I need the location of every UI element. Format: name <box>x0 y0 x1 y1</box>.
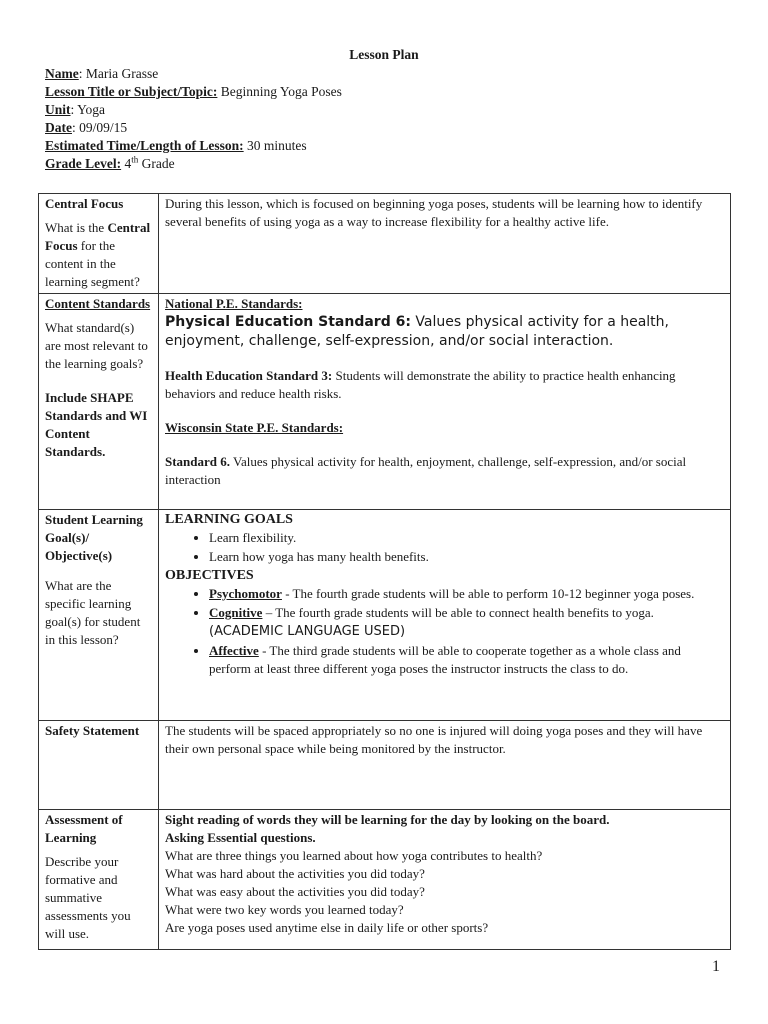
page-title: Lesson Plan <box>349 47 419 62</box>
learning-goals-heading: Student Learning Goal(s)/ Objective(s) <box>45 512 143 563</box>
date-value: : 09/09/15 <box>72 120 128 135</box>
assessment-question: Are yoga poses used anytime else in daily life or other sports? <box>165 920 489 935</box>
topic-label: Lesson Title or Subject/Topic: <box>45 84 218 99</box>
content-standards-row <box>39 294 731 510</box>
name-row <box>45 65 342 83</box>
content-standards-label-cell <box>39 294 159 510</box>
assessment-row <box>39 810 731 950</box>
grade-suffix: th <box>131 154 139 165</box>
content-standards-prompt: What standard(s) are most relevant to the learning goals? <box>45 320 148 371</box>
unit-value: : Yoga <box>70 102 106 117</box>
assessment-question: What was hard about the activities you did today? <box>165 866 425 881</box>
assessment-sight-reading: Sight reading of words they will be learning for the day by looking on the board. <box>165 812 610 827</box>
wi-standard-6: Standard 6. Values physical activity for health, enjoyment, challenge, self-expression, and/or social interaction <box>165 454 687 487</box>
content-standards-include: Include SHAPE Standards and WI Content Standards. <box>45 390 148 459</box>
lesson-plan-table <box>38 193 731 950</box>
time-value: 30 minutes <box>243 138 307 153</box>
safety-heading: Safety Statement <box>45 723 140 738</box>
central-focus-prompt: What is the Central Focus for the content in the learning segment? <box>45 220 151 289</box>
topic-value: Beginning Yoga Poses <box>217 84 342 99</box>
grade-value: Grade <box>138 156 175 171</box>
safety-content-cell <box>159 721 731 810</box>
time-row <box>45 137 342 155</box>
name-value: : Maria Grasse <box>78 66 159 81</box>
content-standards-content-cell <box>159 294 731 510</box>
objective-psychomotor: • Psychomotor - The fourth grade students will be able to perform 10-12 beginner yoga poses. <box>209 585 724 603</box>
learning-goals-content-cell <box>159 510 731 721</box>
objectives-list <box>165 585 724 678</box>
date-label: Date <box>45 120 72 135</box>
content-standards-heading: Content Standards <box>45 296 151 311</box>
unit-label: Unit <box>45 102 71 117</box>
safety-text: The students will be spaced appropriately so no one is injured will doing yoga poses and they will have their own personal space while being monitored by the instructor. <box>165 723 703 756</box>
objectives-heading: OBJECTIVES <box>165 568 254 583</box>
central-focus-label-cell <box>39 194 159 294</box>
safety-row <box>39 721 731 810</box>
objective-cognitive: • Cognitive – The fourth grade students will be able to connect health benefits to yoga. (ACADEMIC LANGUAGE USED) <box>209 604 724 641</box>
health-standard-3: Health Education Standard 3: Students will demonstrate the ability to practice health enhancing behaviors and reduce health risks. <box>165 368 676 401</box>
assessment-prompt: Describe your formative and summative assessments you will use. <box>45 854 131 941</box>
assessment-question: What was easy about the activities you did today? <box>165 884 425 899</box>
objective-affective: • Affective - The third grade students will be able to cooperate together as a whole class and perform at least three different yoga poses the instructor instructs the class to do. <box>209 642 724 678</box>
pe-standard-6: Physical Education Standard 6: Values physical activity for a health, enjoyment, challenge, self-expression, and/or social interaction. <box>165 314 669 349</box>
grade-label: Grade Level: <box>45 156 122 171</box>
topic-row <box>45 83 342 101</box>
learning-goals-subheading: LEARNING GOALS <box>165 512 293 527</box>
date-row <box>45 119 342 137</box>
assessment-label-cell <box>39 810 159 950</box>
assessment-question: What were two key words you learned today? <box>165 902 404 917</box>
central-focus-row <box>39 194 731 294</box>
learning-goals-row <box>39 510 731 721</box>
central-focus-text: During this lesson, which is focused on beginning yoga poses, students will be learning how to identify several benefits of using yoga as a way to increase flexibility for a healthy active life. <box>165 196 703 229</box>
learning-goals-prompt: What are the specific learning goal(s) for student in this lesson? <box>45 578 141 647</box>
central-focus-content-cell <box>159 194 731 294</box>
unit-row <box>45 101 342 119</box>
page-number: 1 <box>712 958 720 975</box>
national-standards-heading: National P.E. Standards: <box>165 296 303 311</box>
name-label: Name <box>45 66 79 81</box>
grade-row <box>45 155 342 173</box>
lesson-header <box>45 65 342 173</box>
learning-goal-item: • Learn how yoga has many health benefits. <box>209 548 724 566</box>
learning-goals-label-cell <box>39 510 159 721</box>
time-label: Estimated Time/Length of Lesson: <box>45 138 244 153</box>
learning-goals-list <box>165 529 724 566</box>
learning-goal-item: • Learn flexibility. <box>209 529 724 547</box>
assessment-essential-questions: Asking Essential questions. <box>165 830 316 845</box>
assessment-content-cell <box>159 810 731 950</box>
assessment-question: What are three things you learned about how yoga contributes to health? <box>165 848 543 863</box>
safety-label-cell <box>39 721 159 810</box>
grade-number: 4 <box>121 156 132 171</box>
assessment-heading: Assessment of Learning <box>45 812 123 845</box>
wi-standards-heading: Wisconsin State P.E. Standards: <box>165 420 344 435</box>
central-focus-heading: Central Focus <box>45 196 124 211</box>
